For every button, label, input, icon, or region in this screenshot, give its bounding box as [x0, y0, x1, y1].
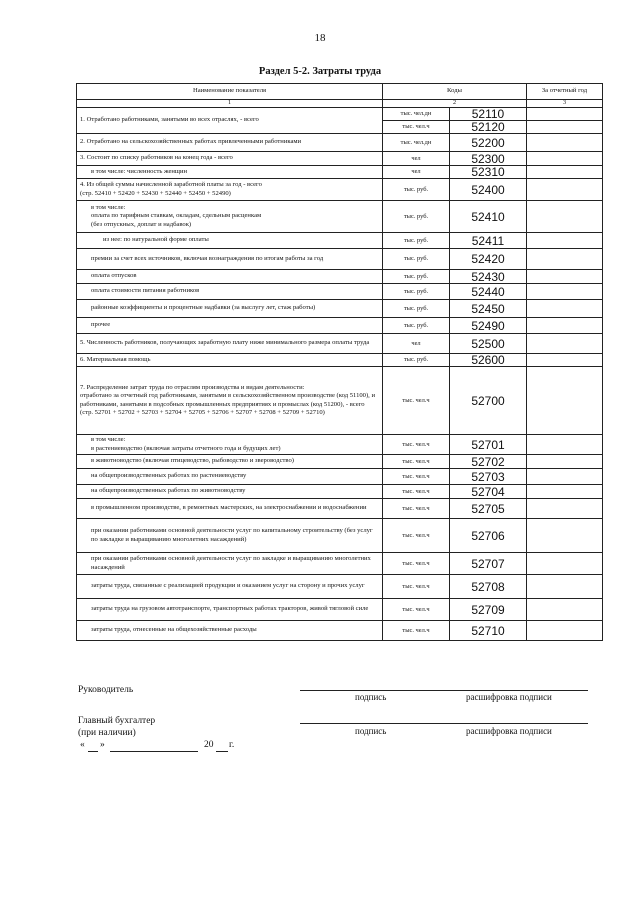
row-value-input[interactable] [527, 179, 603, 201]
table-row [77, 233, 603, 249]
row-value-input[interactable] [527, 435, 603, 455]
table-row [77, 485, 603, 499]
row-code: 52706 [450, 519, 527, 553]
row-value-input[interactable] [527, 553, 603, 575]
row-name: в том числе: численность женщин [77, 166, 383, 179]
chief-accountant-label: Главный бухгалтер [78, 716, 156, 726]
row-unit: тыс. чел.ч [383, 435, 450, 455]
row-unit: тыс. чел.ч [383, 499, 450, 519]
row-name: 4. Из общей суммы начисленной заработной платы за год - всего (стр. 52410 + 52420 + 52430 + 52440 + 52450 + 52490) [77, 179, 383, 201]
row-code: 52703 [450, 469, 527, 485]
row-value-input[interactable] [527, 152, 603, 166]
row-name: оплата отпусков [77, 270, 383, 284]
row-code: 52110 [450, 108, 527, 121]
row-unit: тыс. чел.ч [383, 455, 450, 469]
row-unit: тыс. чел.ч [383, 485, 450, 499]
row-value-input[interactable] [527, 334, 603, 354]
row-name: из нее: по натуральной форме оплаты [77, 233, 383, 249]
row-code: 52410 [450, 201, 527, 233]
chief-accountant-signature-caption: подпись [355, 726, 387, 736]
row-name: районные коэффициенты и процентные надбавки (за выслугу лет, стаж работы) [77, 300, 383, 318]
row-name: 6. Материальная помощь [77, 354, 383, 367]
row-unit: тыс. чел.дн [383, 134, 450, 152]
column-number-2: 2 [383, 100, 527, 108]
row-name: на общепроизводственных работах по животноводству [77, 485, 383, 499]
row-code: 52709 [450, 599, 527, 621]
head-signature-line[interactable] [300, 690, 588, 691]
row-unit: тыс. руб. [383, 201, 450, 233]
header-codes: Коды [383, 84, 527, 100]
row-value-input[interactable] [527, 455, 603, 469]
date-year-suffix: г. [229, 740, 235, 750]
table-row [77, 469, 603, 485]
column-number-1: 1 [77, 100, 383, 108]
row-unit: тыс. руб. [383, 179, 450, 201]
row-value-input[interactable] [527, 249, 603, 270]
row-code: 52702 [450, 455, 527, 469]
table-row [77, 134, 603, 152]
row-code: 52490 [450, 318, 527, 334]
labor-costs-table [76, 83, 603, 641]
row-unit: тыс. руб. [383, 318, 450, 334]
row-value-input[interactable] [527, 284, 603, 300]
row-name: затраты труда, связанные с реализацией продукции и оказанием услуг на сторону и прочих услуг [77, 575, 383, 599]
table-row [77, 318, 603, 334]
row-name: затраты труда, отнесенные на общехозяйственные расходы [77, 621, 383, 641]
row-name: при оказании работниками основной деятельности услуг по закладке и выращиванию многолетних насаждений [77, 553, 383, 575]
table-row [77, 519, 603, 553]
table-row [77, 270, 603, 284]
row-name: 5. Численность работников, получающих заработную плату ниже минимального размера оплаты труда [77, 334, 383, 354]
row-unit: тыс. руб. [383, 270, 450, 284]
row-code: 52411 [450, 233, 527, 249]
header-period: За отчетный год [527, 84, 603, 100]
date-month-line[interactable] [110, 751, 198, 752]
row-unit: тыс. чел.ч [383, 469, 450, 485]
row-value-input[interactable] [527, 599, 603, 621]
row-name: в животноводство (включая птицеводство, рыбоводство и звероводство) [77, 455, 383, 469]
if-present-label: (при наличии) [78, 728, 136, 738]
table-row [77, 179, 603, 201]
row-value-input[interactable] [527, 354, 603, 367]
row-name: 7. Распределение затрат труда по отраслям производства и видам деятельности: отработано за отчетный год работниками, занятыми в сельскохозяйственном производстве (код 51100), и работниками, занятыми в подсобных промышленных предприятиях и промыслах (код 51200), - всего (стр. 52701 + 52702 + 52703 + 52704 + 52705 + 52706 + 52707 + 52708 + 52709 + 52710) [77, 367, 383, 435]
row-value-input[interactable] [527, 519, 603, 553]
row-value-input[interactable] [527, 201, 603, 233]
row-value-input[interactable] [527, 233, 603, 249]
chief-accountant-decoding-caption: расшифровка подписи [466, 726, 552, 736]
row-name: 3. Состоит по списку работников на конец года - всего [77, 152, 383, 166]
row-code: 52705 [450, 499, 527, 519]
date-year-prefix: 20 [204, 740, 214, 750]
row-unit: тыс. чел.ч [383, 621, 450, 641]
row-value-input[interactable] [527, 108, 603, 121]
table-row [77, 621, 603, 641]
date-quote-open: « [80, 740, 85, 750]
row-code: 52704 [450, 485, 527, 499]
row-code: 52710 [450, 621, 527, 641]
row-name: в том числе: оплата по тарифным ставкам, окладам, сдельным расценкам (без отпускных, доплат и надбавок) [77, 201, 383, 233]
head-label: Руководитель [78, 685, 134, 695]
row-code: 52600 [450, 354, 527, 367]
row-name: на общепроизводственных работах по растениеводству [77, 469, 383, 485]
row-value-input[interactable] [527, 134, 603, 152]
row-value-input[interactable] [527, 318, 603, 334]
row-unit: тыс. руб. [383, 284, 450, 300]
row-name: при оказании работниками основной деятельности услуг по капитальному строительству (без услуг по закладке и выращиванию многолетних насаждений) [77, 519, 383, 553]
table-row [77, 553, 603, 575]
row-name: оплата стоимости питания работников [77, 284, 383, 300]
table-row [77, 599, 603, 621]
date-day-line[interactable] [88, 751, 98, 752]
row-code: 52310 [450, 166, 527, 179]
row-value-input[interactable] [527, 621, 603, 641]
row-name: 1. Отработано работниками, занятыми во всех отраслях, - всего [77, 108, 383, 134]
date-quote-close: » [100, 740, 105, 750]
row-value-input[interactable] [527, 367, 603, 435]
date-year-line[interactable] [216, 751, 228, 752]
table-row [77, 499, 603, 519]
row-name: премии за счет всех источников, включая вознаграждения по итогам работы за год [77, 249, 383, 270]
row-value-input[interactable] [527, 270, 603, 284]
head-decoding-caption: расшифровка подписи [466, 692, 552, 702]
table-row [77, 334, 603, 354]
row-code: 52701 [450, 435, 527, 455]
row-value-input[interactable] [527, 485, 603, 499]
table-row [77, 166, 603, 179]
table-row [77, 300, 603, 318]
row-unit: тыс. руб. [383, 233, 450, 249]
row-name: в том числе: в растениеводство (включая затраты отчетного года и будущих лет) [77, 435, 383, 455]
row-value-input[interactable] [527, 121, 603, 134]
row-name: в промышленном производстве, в ремонтных мастерских, на электроснабжении и водоснабжении [77, 499, 383, 519]
row-code: 52300 [450, 152, 527, 166]
row-code: 52707 [450, 553, 527, 575]
row-name: прочее [77, 318, 383, 334]
row-unit: тыс. чел.ч [383, 553, 450, 575]
row-value-input[interactable] [527, 300, 603, 318]
row-unit: тыс. чел.дн [383, 108, 450, 121]
row-code: 52400 [450, 179, 527, 201]
row-unit: чел [383, 152, 450, 166]
table-row [77, 367, 603, 435]
row-name: 2. Отработано на сельскохозяйственных работах привлеченными работниками [77, 134, 383, 152]
chief-accountant-signature-line[interactable] [300, 723, 588, 724]
row-unit: тыс. чел.ч [383, 519, 450, 553]
table-row [77, 575, 603, 599]
column-number-3: 3 [527, 100, 603, 108]
row-unit: тыс. руб. [383, 354, 450, 367]
table-row [77, 455, 603, 469]
row-unit: чел [383, 166, 450, 179]
header-name: Наименование показателя [77, 84, 383, 100]
row-unit: тыс. руб. [383, 249, 450, 270]
row-code: 52708 [450, 575, 527, 599]
row-unit: тыс. чел.ч [383, 575, 450, 599]
row-code: 52200 [450, 134, 527, 152]
row-code: 52700 [450, 367, 527, 435]
table-row [77, 108, 603, 121]
row-unit: тыс. чел.ч [383, 599, 450, 621]
row-code: 52500 [450, 334, 527, 354]
row-value-input[interactable] [527, 575, 603, 599]
page-number: 18 [314, 32, 326, 44]
row-name: затраты труда на грузовом автотранспорте, транспортных работах тракторов, живой тягловой силе [77, 599, 383, 621]
row-unit: чел [383, 334, 450, 354]
row-unit: тыс. чел.ч [383, 367, 450, 435]
section-title: Раздел 5-2. Затраты труда [258, 66, 382, 77]
row-unit: тыс. чел.ч [383, 121, 450, 134]
row-value-input[interactable] [527, 499, 603, 519]
table-row [77, 284, 603, 300]
table-row [77, 435, 603, 455]
row-code: 52450 [450, 300, 527, 318]
row-code: 52430 [450, 270, 527, 284]
row-code: 52440 [450, 284, 527, 300]
row-code: 52120 [450, 121, 527, 134]
table-row [77, 152, 603, 166]
row-unit: тыс. руб. [383, 300, 450, 318]
row-value-input[interactable] [527, 469, 603, 485]
row-code: 52420 [450, 249, 527, 270]
table-row [77, 201, 603, 233]
table-row [77, 249, 603, 270]
head-signature-caption: подпись [355, 692, 387, 702]
table-row [77, 354, 603, 367]
row-value-input[interactable] [527, 166, 603, 179]
